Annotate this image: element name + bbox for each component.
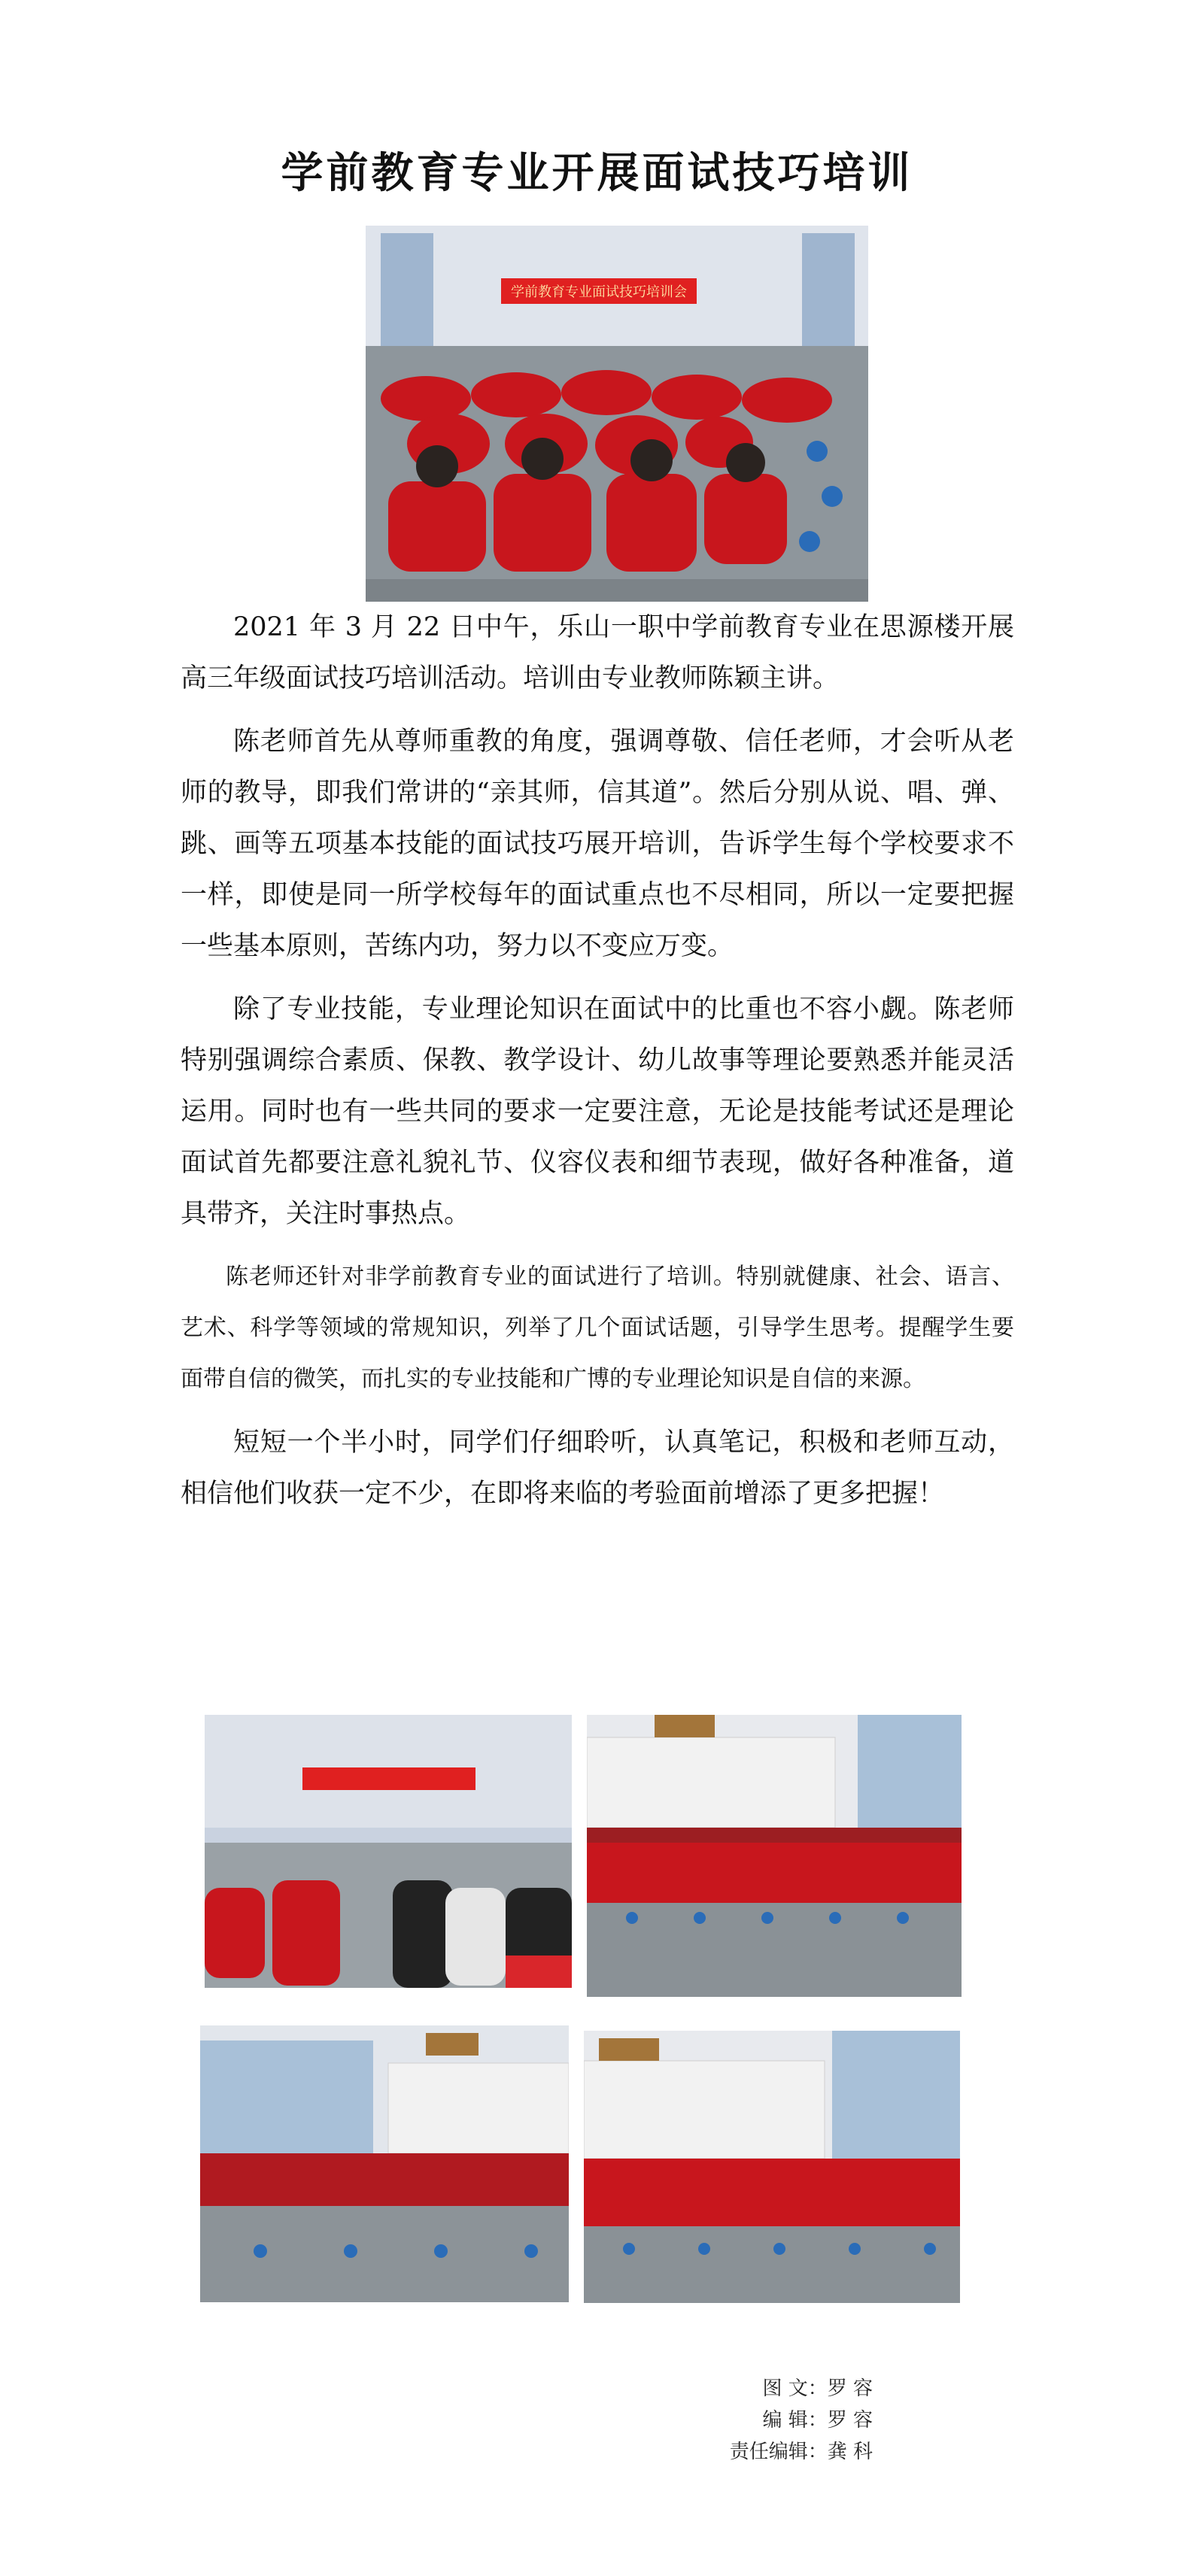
article-body [181,602,1014,1531]
paragraph-3: 除了专业技能，专业理论知识在面试中的比重也不容小觑。陈老师特别强调综合素质、保教、教学设计、幼儿故事等理论要熟悉并能灵活运用。同时也有一些共同的要求一定要注意，无论是技能考试还是理论面试首先都要注意礼貌礼节、仪容仪表和细节表现，做好各种准备，道具带齐，关注时事热点。 [181,994,1014,1229]
photo-2 [205,1715,572,1988]
paragraph-1: 2021 年 3 月 22 日中午，乐山一职中学前教育专业在思源楼开展高三年级面试技巧培训活动。培训由专业教师陈颖主讲。 [181,612,1014,693]
paragraph-5: 短短一个半小时，同学们仔细聆听，认真笔记，积极和老师互动，相信他们收获一定不少，在即将来临的考验面前增添了更多把握！ [181,1428,1014,1509]
article-title: 学前教育专业开展面试技巧培训 [281,148,913,198]
credit-chief-editor [662,2436,873,2468]
main-photo [366,226,868,602]
photo-4 [200,2025,569,2302]
banner-text: 学前教育专业面试技巧培训会 [511,284,687,300]
paragraph-4: 陈老师还针对非学前教育专业的面试进行了培训。特别就健康、社会、语言、艺术、科学等领域的常规知识，列举了几个面试话题，引导学生思考。提醒学生要面带自信的微笑，而扎实的专业技能和广博的专业理论知识是自信的来源。 [181,1264,1014,1392]
credit-author [662,2373,873,2405]
credit-editor-label: 编 辑： [762,2409,828,2432]
paragraph-2: 陈老师首先从尊师重教的角度，强调尊敬、信任老师，才会听从老师的教导，即我们常讲的“亲其师，信其道”。然后分别从说、唱、弹、跳、画等五项基本技能的面试技巧展开培训，告诉学生每个学校要求不一样，即使是同一所学校每年的面试重点也不尽相同，所以一定要把握一些基本原则，苦练内功，努力以不变应万变。 [181,727,1014,961]
credit-editor [662,2405,873,2436]
photo-3 [587,1715,962,1997]
credit-editor-value: 罗 容 [827,2409,873,2432]
credit-author-label: 图 文： [762,2377,828,2400]
credit-author-value: 罗 容 [827,2377,873,2400]
credits-block [662,2373,873,2468]
credit-chief-editor-value: 龚 科 [827,2441,873,2463]
credit-chief-editor-label: 责任编辑： [729,2441,828,2463]
photo-5 [584,2031,960,2303]
